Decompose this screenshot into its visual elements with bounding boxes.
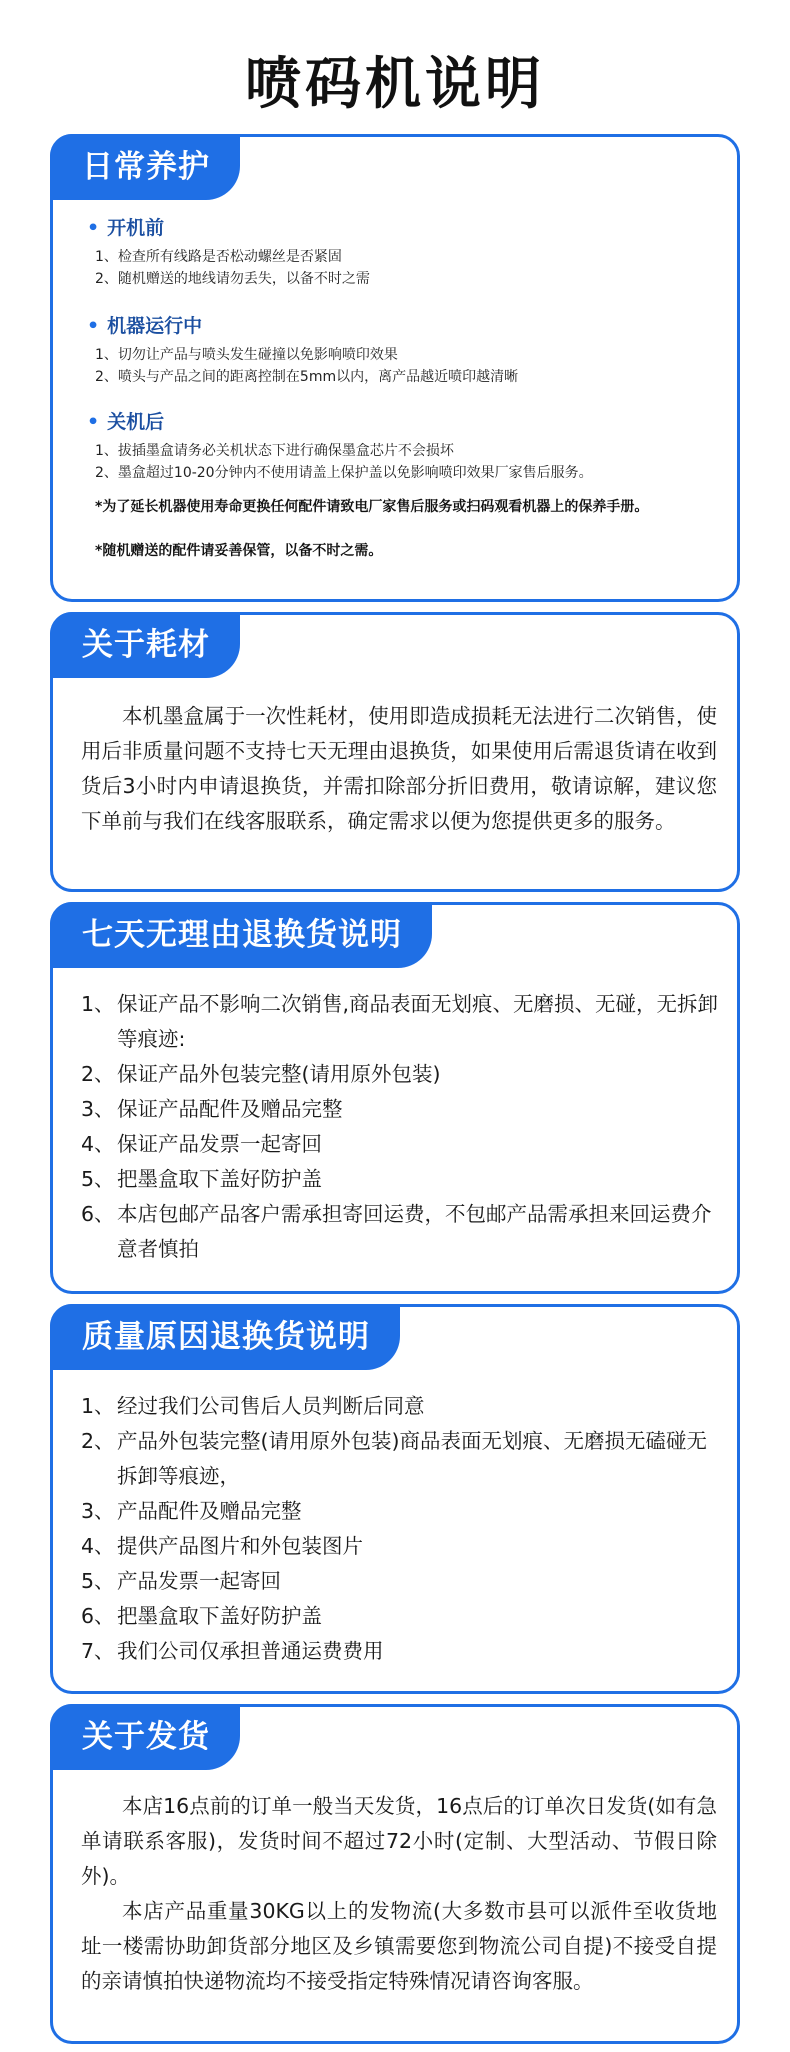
consumables-text: 本机墨盒属于一次性耗材，使用即造成损耗无法进行二次销售，使用后非质量问题不支持七天无理由退换货，如果使用后需退货请在收到货后3小时内申请退换货，并需扣除部分折旧费用，敬请谅解，建议您下单前与我们在线客服联系，确定需求以便为您提供更多的服务。 bbox=[81, 704, 717, 833]
care-line: 2、喷头与产品之间的距离控制在5mm以内，离产品越近喷印越清晰 bbox=[95, 369, 519, 385]
section-heading-running: • 机器运行中 bbox=[87, 315, 203, 337]
daily-care-card bbox=[50, 134, 740, 602]
list-item: 4、 保证产品发票一起寄回 bbox=[81, 1132, 322, 1156]
care-note: *随机赠送的配件请妥善保管，以备不时之需。 bbox=[95, 543, 383, 559]
care-line: 1、拔插墨盒请务必关机状态下进行确保墨盒芯片不会损坏 bbox=[95, 443, 454, 459]
care-line: 2、随机赠送的地线请勿丢失，以备不时之需 bbox=[95, 271, 370, 287]
list-item: 2、 产品外包装完整(请用原外包装)商品表面无划痕、无磨损无磕碰无拆卸等痕迹， bbox=[81, 1429, 707, 1488]
care-line: 2、墨盒超过10-20分钟内不使用请盖上保护盖以免影响喷印效果厂家售后服务。 bbox=[95, 465, 593, 481]
daily-care-tab: 日常养护 bbox=[50, 134, 240, 200]
list-item: 2、 保证产品外包装完整(请用原外包装) bbox=[81, 1062, 441, 1086]
care-note: *为了延长机器使用寿命更换任何配件请致电厂家售后服务或扫码观看机器上的保养手册。 bbox=[95, 499, 649, 515]
consumables-card bbox=[50, 612, 740, 892]
seven-day-return-tab: 七天无理由退换货说明 bbox=[50, 902, 432, 968]
shipping-paragraph-2: 本店产品重量30KG以上的发物流(大多数市县可以派件至收货地址一楼需协助卸货部分地区及乡镇需要您到物流公司自提)不接受自提的亲请慎拍快递物流均不接受指定特殊情况请咨询客服。 bbox=[81, 1899, 717, 1993]
quality-return-list bbox=[81, 1389, 721, 1669]
section-heading-after-shutdown: • 关机后 bbox=[87, 411, 165, 433]
list-item: 7、 我们公司仅承担普通运费费用 bbox=[81, 1639, 384, 1663]
care-line: 1、检查所有线路是否松动螺丝是否紧固 bbox=[95, 249, 342, 265]
shipping-paragraph-1: 本店16点前的订单一般当天发货，16点后的订单次日发货(如有急单请联系客服)，发货时间不超过72小时(定制、大型活动、节假日除外)。 bbox=[81, 1794, 717, 1888]
bullet-dot-icon: • bbox=[87, 315, 100, 337]
seven-day-return-list bbox=[81, 987, 721, 1267]
consumables-tab: 关于耗材 bbox=[50, 612, 240, 678]
page-title: 喷码机说明 bbox=[245, 52, 545, 117]
care-line: 1、切勿让产品与喷头发生碰撞以免影响喷印效果 bbox=[95, 347, 398, 363]
quality-return-card bbox=[50, 1304, 740, 1694]
list-item: 4、 提供产品图片和外包装图片 bbox=[81, 1534, 363, 1558]
list-item: 1、 经过我们公司售后人员判断后同意 bbox=[81, 1394, 425, 1418]
list-item: 3、 产品配件及赠品完整 bbox=[81, 1499, 302, 1523]
bullet-dot-icon: • bbox=[87, 217, 100, 239]
section-heading-before-power-on: • 开机前 bbox=[87, 217, 165, 239]
list-item: 1、 保证产品不影响二次销售,商品表面无划痕、无磨损、无碰，无拆卸等痕迹: bbox=[81, 992, 719, 1051]
list-item: 6、 把墨盒取下盖好防护盖 bbox=[81, 1604, 322, 1628]
list-item: 3、 保证产品配件及赠品完整 bbox=[81, 1097, 343, 1121]
list-item: 5、 把墨盒取下盖好防护盖 bbox=[81, 1167, 322, 1191]
seven-day-return-card bbox=[50, 902, 740, 1294]
list-item: 6、 本店包邮产品客户需承担寄回运费，不包邮产品需承担来回运费介意者慎拍 bbox=[81, 1202, 712, 1261]
shipping-card bbox=[50, 1704, 740, 2044]
shipping-tab: 关于发货 bbox=[50, 1704, 240, 1770]
quality-return-tab: 质量原因退换货说明 bbox=[50, 1304, 400, 1370]
bullet-dot-icon: • bbox=[87, 411, 100, 433]
list-item: 5、 产品发票一起寄回 bbox=[81, 1569, 281, 1593]
